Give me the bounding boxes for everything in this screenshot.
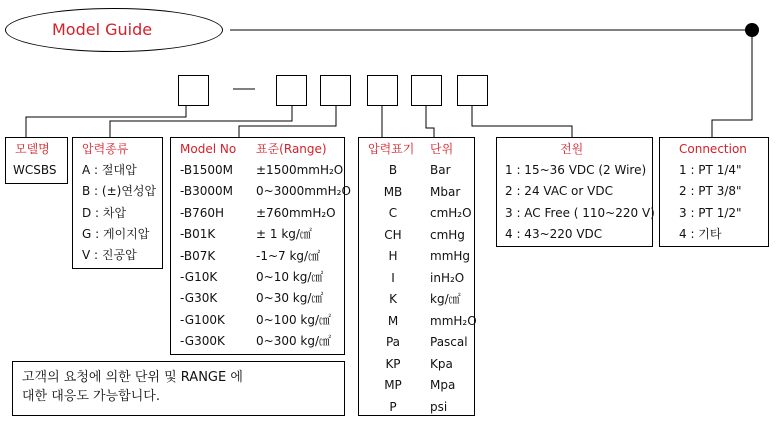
- model-no-cell: -G10K: [180, 270, 218, 284]
- pressure-type-item: A : 절대압: [82, 163, 137, 177]
- unit-name-cell: Mbar: [430, 184, 461, 199]
- unit-name-cell: mmH₂O: [430, 313, 477, 328]
- range-cell: 0~3000mmH₂O: [256, 184, 351, 199]
- model-name-header: 모델명: [15, 142, 50, 156]
- code-slot-unit: [367, 75, 398, 106]
- unit-name-cell: inH₂O: [430, 270, 465, 285]
- power-item: 3 : AC Free ( 110~220 V): [505, 206, 655, 220]
- unit-name-cell: mmHg: [430, 249, 471, 263]
- unit-name-cell: Kpa: [430, 356, 453, 371]
- model-name-value: WCSBS: [13, 163, 57, 177]
- range-cell: 0~10 kg/㎠: [256, 270, 324, 284]
- unit-name-header: 단위: [430, 142, 454, 156]
- unit-name-cell: psi: [430, 399, 448, 414]
- unit-code-header: 압력표기: [368, 142, 415, 156]
- model-no-cell: -G30K: [180, 291, 218, 306]
- code-slot-model: [178, 75, 209, 106]
- unit-code-cell: I: [391, 270, 395, 285]
- unit-code-cell: CH: [384, 227, 402, 242]
- range-cell: 0~30 kg/㎠: [256, 291, 324, 306]
- unit-name-cell: Mpa: [430, 378, 456, 392]
- model-no-cell: -B01K: [180, 227, 216, 242]
- code-slot-unit-2: [411, 75, 442, 106]
- connection-item: 1 : PT 1/4": [679, 163, 742, 177]
- model-no-cell: -G100K: [180, 312, 225, 327]
- power-item: 1 : 15~36 VDC (2 Wire): [505, 163, 647, 177]
- unit-code-cell: KP: [385, 356, 401, 371]
- range-cell: -1~7 kg/㎠: [256, 248, 321, 263]
- model-no-cell: -B760H: [180, 205, 225, 220]
- pressure-type-item: B : (±)연성압: [82, 184, 157, 198]
- unit-name-cell: kg/㎠: [430, 292, 461, 306]
- unit-name-cell: cmH₂O: [430, 206, 472, 220]
- unit-name-cell: Bar: [430, 163, 451, 177]
- pressure-type-item: G : 게이지압: [82, 227, 150, 241]
- pressure-type-header: 압력종류: [82, 142, 129, 156]
- unit-code-cell: B: [388, 163, 398, 177]
- connection-item: 3 : PT 1/2": [679, 206, 742, 220]
- connection-item: 4 : 기타: [679, 227, 722, 241]
- model-no-cell: -B3000M: [180, 184, 234, 199]
- range-cell: 0~100 kg/㎠: [256, 312, 332, 327]
- unit-code-cell: P: [389, 399, 397, 414]
- pressure-type-item: V : 진공압: [82, 248, 137, 262]
- range-header: 표준(Range): [256, 142, 327, 156]
- note-line-1: 고객의 요청에 의한 단위 및 RANGE 에: [22, 370, 243, 385]
- unit-code-cell: Pa: [385, 335, 401, 349]
- unit-code-cell: MP: [384, 378, 402, 392]
- model-no-cell: -B1500M: [180, 163, 234, 177]
- power-header: 전원: [560, 142, 584, 156]
- unit-code-cell: H: [388, 249, 398, 263]
- model-no-header: Model No: [180, 142, 237, 156]
- power-item: 2 : 24 VAC or VDC: [505, 184, 613, 198]
- range-cell: ±1500mmH₂O: [256, 163, 344, 177]
- unit-name-cell: cmHg: [430, 227, 465, 242]
- pressure-type-item: D : 차압: [82, 206, 127, 220]
- page-title: Model Guide: [52, 20, 153, 39]
- unit-name-cell: Pascal: [430, 335, 468, 349]
- connection-header: Connection: [679, 142, 747, 156]
- unit-code-cell: MB: [383, 184, 403, 199]
- code-slot-pressure-type: [276, 75, 307, 106]
- note-line-2: 대한 대응도 가능합니다.: [22, 389, 160, 404]
- unit-code-cell: M: [387, 313, 399, 328]
- unit-code-cell: K: [389, 292, 397, 306]
- range-cell: ±760mmH₂O: [256, 205, 336, 220]
- code-slot-range: [320, 75, 351, 106]
- unit-code-cell: C: [388, 206, 398, 220]
- model-no-cell: -B07K: [180, 248, 216, 263]
- end-dot-icon: [745, 23, 759, 37]
- power-item: 4 : 43~220 VDC: [505, 227, 603, 241]
- code-slot-power: [457, 75, 488, 106]
- range-cell: ± 1 kg/㎠: [256, 227, 312, 242]
- model-no-cell: -G300K: [180, 334, 225, 349]
- connection-item: 2 : PT 3/8": [679, 184, 742, 198]
- range-cell: 0~300 kg/㎠: [256, 334, 332, 349]
